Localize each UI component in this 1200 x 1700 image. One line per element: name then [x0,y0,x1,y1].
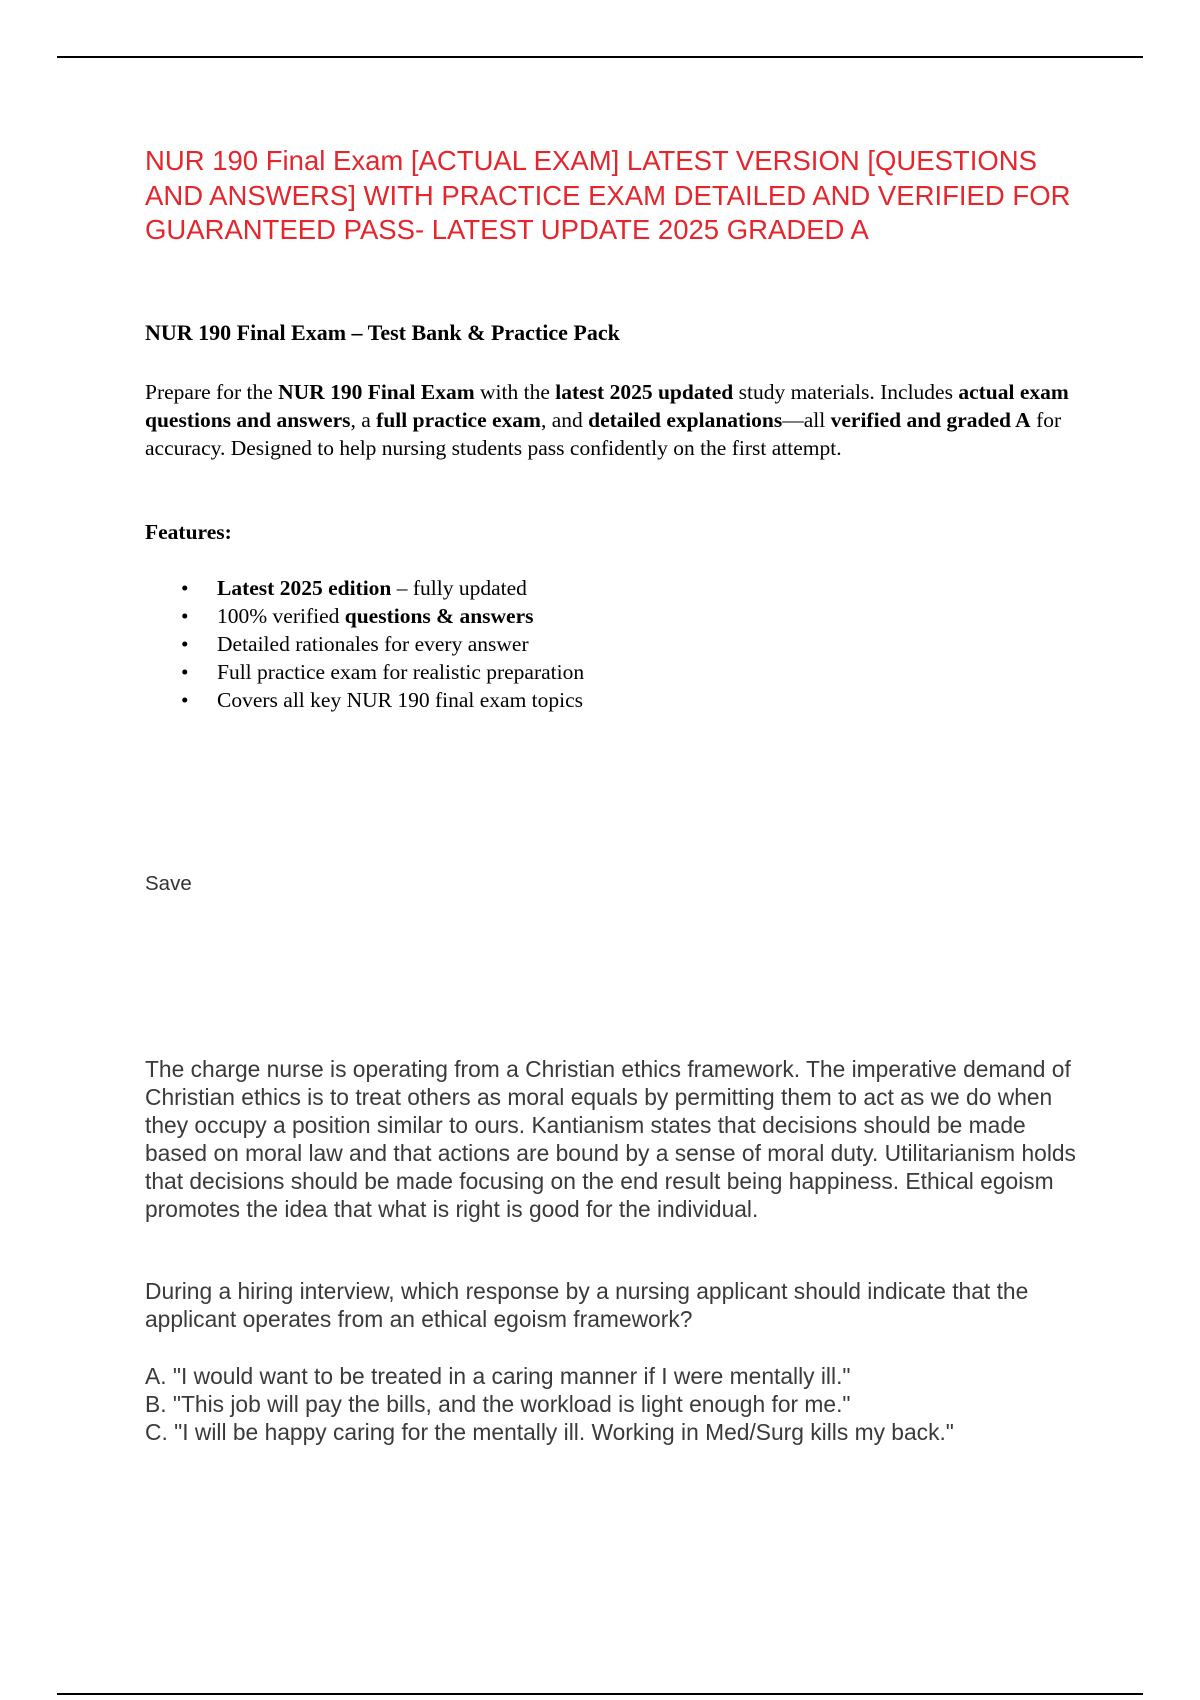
intro-text: Prepare for the [145,380,279,404]
intro-text: , and [540,408,589,433]
feature-text: Covers all key NUR 190 final exam topics [217,688,584,712]
document-title: NUR 190 Final Exam [ACTUAL EXAM] LATEST VERSION [QUESTIONS AND ANSWERS] WITH PRACTICE EXAM DETAILED AND VERIFIED FOR GUARANTEED PASS- LATEST UPDATE 2025 GRADED A [145,145,1071,245]
intro-bold: full practice exam [376,408,541,433]
feature-bold: questions & answers [344,604,534,628]
list-item [145,686,1085,714]
intro-bold: actual exam questions and answers [145,380,1069,433]
intro-text: with the [474,380,556,404]
features-heading: Features: [145,520,232,544]
list-item [145,602,1085,630]
bullet-icon: • [181,688,189,712]
list-item [145,574,1085,602]
list-item [145,658,1085,686]
intro-bold: verified and graded A [830,408,1031,433]
feature-bold: Latest 2025 edition [217,576,392,600]
intro-text: —all [782,408,831,433]
intro-text: for accuracy. Designed to help nursing students pass confidently on the first attempt. [145,408,1062,461]
bullet-icon: • [181,576,189,600]
intro-bold: NUR 190 Final Exam [278,380,475,404]
intro-paragraph [145,378,1080,463]
bullet-icon: • [181,660,189,684]
question-stem: During a hiring interview, which response by a nursing applicant should indicate that the applicant operates from an ethical egoism framework? [145,1278,1029,1332]
bullet-icon: • [181,632,189,656]
feature-text: Full practice exam for realistic preparation [217,660,585,684]
intro-bold: latest 2025 updated [555,380,734,404]
answer-option-b: B. "This job will pay the bills, and the workload is light enough for me." [145,1390,851,1417]
document-subtitle: NUR 190 Final Exam – Test Bank & Practice Pack [145,320,620,345]
answer-rationale: The charge nurse is operating from a Christian ethics framework. The imperative demand of Christian ethics is to treat others as moral equals by permitting them to act as we do when they occupy a position similar to ours. Kantianism states that decisions should be made based on moral law and that actions are bound by a sense of moral duty. Utilitarianism holds that decisions should be made focusing on the end result being happiness. Ethical egoism promotes the idea that what is right is good for the individual. [145,1056,1076,1222]
top-divider [57,56,1143,58]
answer-options [145,1363,1105,1447]
answer-option-a: A. "I would want to be treated in a caring manner if I were mentally ill." [145,1363,851,1389]
intro-bold: detailed explanations [588,408,783,433]
feature-text: 100% verified [217,604,345,628]
feature-text: Detailed rationales for every answer [217,632,529,656]
intro-text: study materials. Includes [733,380,959,404]
bullet-icon: • [181,604,189,628]
intro-text: , a [350,408,377,433]
answer-option-c: C. "I will be happy caring for the mentally ill. Working in Med/Surg kills my back." [145,1418,954,1445]
feature-text: – fully updated [391,576,527,600]
save-label: Save [145,872,192,895]
bottom-divider [57,1693,1143,1695]
features-list [145,574,1085,714]
list-item [145,630,1085,658]
